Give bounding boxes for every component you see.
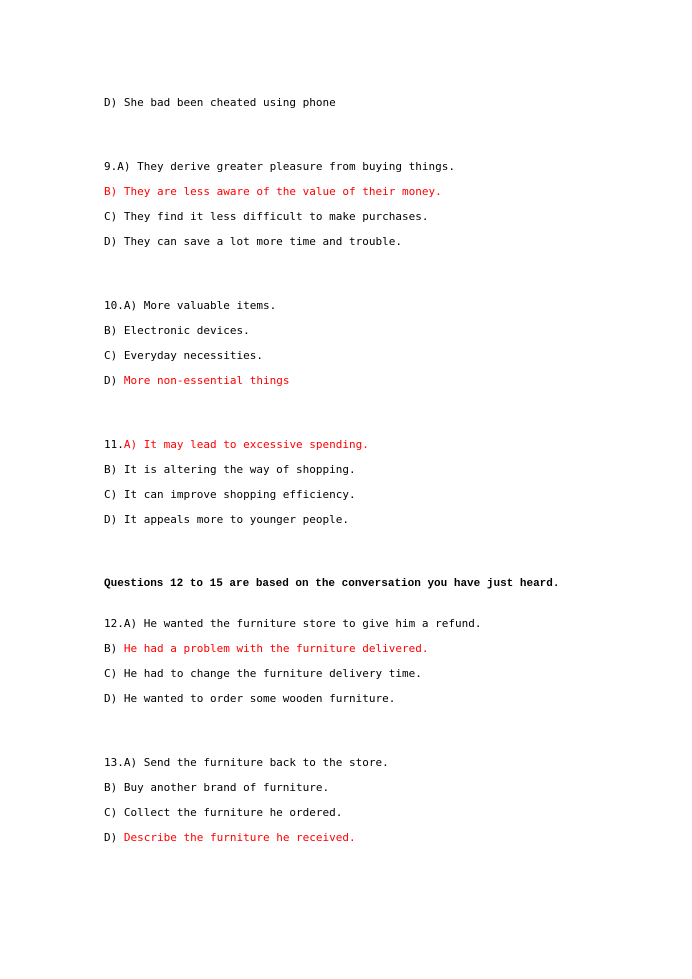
q11-option-a-answer: A) It may lead to excessive spending. (123, 438, 369, 451)
q10-option-b: B) Electronic devices. (104, 324, 250, 337)
q9-option-d: D) They can save a lot more time and trouble. (104, 235, 403, 248)
q12-option-d: D) He wanted to order some wooden furniture. (104, 692, 396, 705)
q11-option-c: C) It can improve shopping efficiency. (104, 488, 356, 501)
q13-option-d (104, 831, 356, 845)
q9-option-a: 9.A) They derive greater pleasure from buying things. (104, 160, 455, 173)
q12-option-b (104, 642, 429, 656)
q13-option-b: B) Buy another brand of furniture. (104, 781, 330, 794)
q13-option-c: C) Collect the furniture he ordered. (104, 806, 343, 819)
q11-option-d: D) It appeals more to younger people. (104, 513, 350, 526)
q10-option-d-prefix: D) (104, 374, 124, 387)
q13-option-d-prefix: D) (104, 831, 124, 844)
q10-option-a: 10.A) More valuable items. (104, 299, 277, 312)
q11-option-a (104, 438, 369, 452)
q12-option-c: C) He had to change the furniture delivery time. (104, 667, 422, 680)
section-heading: Questions 12 to 15 are based on the conversation you have just heard. (104, 578, 560, 590)
q11-option-b: B) It is altering the way of shopping. (104, 463, 356, 476)
q9-option-c: C) They find it less difficult to make purchases. (104, 210, 429, 223)
q12-option-a: 12.A) He wanted the furniture store to give him a refund. (104, 617, 482, 630)
q9-option-b-answer: B) They are less aware of the value of their money. (104, 185, 442, 198)
q12-option-b-prefix: B) (104, 642, 124, 655)
q10-option-d-answer: More non-essential things (123, 374, 290, 387)
q12-option-b-answer: He had a problem with the furniture delivered. (123, 642, 429, 655)
q11-number: 11. (104, 438, 124, 451)
q10-option-c: C) Everyday necessities. (104, 349, 263, 362)
q10-option-d (104, 374, 289, 388)
q13-option-a: 13.A) Send the furniture back to the store. (104, 756, 389, 769)
q8-option-d: D) She bad been cheated using phone (104, 96, 336, 109)
q13-option-d-answer: Describe the furniture he received. (123, 831, 356, 844)
